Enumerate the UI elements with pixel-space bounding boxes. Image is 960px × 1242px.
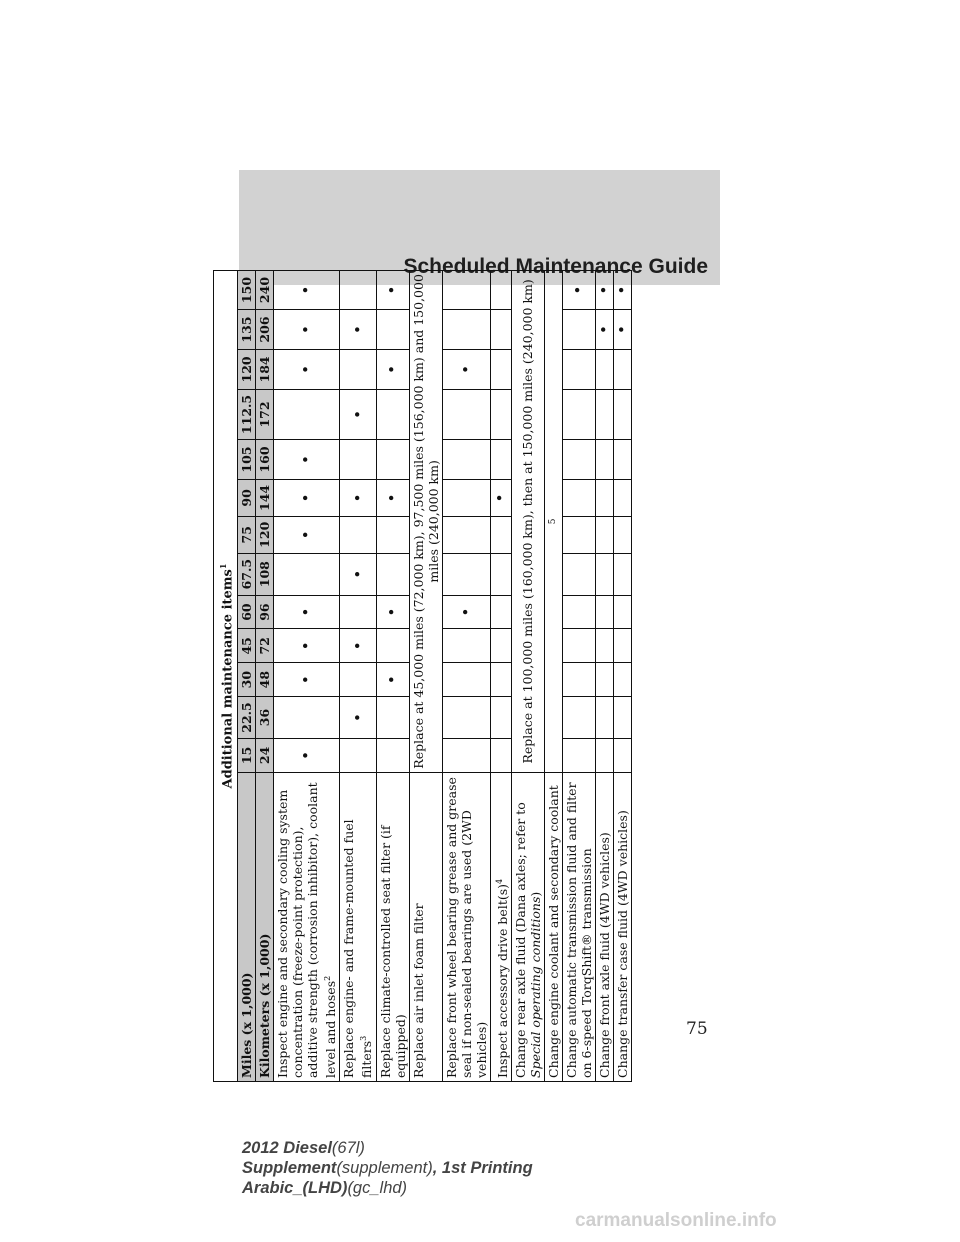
maintenance-row bbox=[613, 271, 631, 1082]
empty-cell bbox=[562, 553, 595, 595]
service-dot: • bbox=[376, 479, 409, 516]
maintenance-row bbox=[409, 271, 442, 1082]
service-dot: • bbox=[376, 663, 409, 697]
empty-cell bbox=[490, 595, 511, 629]
empty-cell bbox=[595, 663, 613, 697]
interval-note: Replace at 100,000 miles (160,000 km), then at 150,000 miles (240,000 km) bbox=[511, 271, 544, 773]
miles-col-header: 30 bbox=[238, 663, 256, 697]
empty-cell bbox=[442, 663, 490, 697]
empty-cell bbox=[613, 697, 631, 739]
empty-cell bbox=[595, 389, 613, 439]
maintenance-item-label: Inspect accessory drive $belt(s)^4$ bbox=[490, 772, 511, 1081]
empty-cell bbox=[613, 553, 631, 595]
km-col-header: 160 bbox=[256, 440, 274, 480]
km-col-header: 172 bbox=[256, 389, 274, 439]
empty-cell bbox=[562, 310, 595, 350]
km-col-header: 24 bbox=[256, 738, 274, 772]
miles-col-header: 90 bbox=[238, 479, 256, 516]
service-dot: • bbox=[274, 663, 340, 697]
footer-printing: , 1st Printing bbox=[432, 1159, 533, 1177]
km-col-header: 206 bbox=[256, 310, 274, 350]
empty-cell bbox=[490, 310, 511, 350]
empty-cell bbox=[595, 516, 613, 553]
maintenance-row bbox=[562, 271, 595, 1082]
miles-col-header: 120 bbox=[238, 349, 256, 389]
service-dot: • bbox=[613, 310, 631, 350]
footer-doc-code: (supplement) bbox=[336, 1159, 433, 1177]
empty-cell bbox=[562, 629, 595, 663]
miles-label: Miles (x 1,000) bbox=[238, 772, 256, 1081]
footer-market: Arabic_(LHD) bbox=[242, 1179, 348, 1197]
service-dot: • bbox=[376, 271, 409, 310]
print-footer bbox=[242, 1138, 533, 1198]
maintenance-item-label: Replace air inlet foam filter bbox=[409, 772, 442, 1081]
empty-cell bbox=[442, 516, 490, 553]
maintenance-item-label: Change automatic transmission fluid and filter on 6-speed TorqShift® transmission bbox=[562, 772, 595, 1081]
section-title: Scheduled Maintenance Guide bbox=[403, 255, 708, 278]
footer-market-code: (gc_lhd) bbox=[347, 1179, 408, 1197]
empty-cell bbox=[442, 738, 490, 772]
empty-cell bbox=[613, 595, 631, 629]
empty-cell bbox=[490, 440, 511, 480]
empty-cell bbox=[442, 440, 490, 480]
empty-cell bbox=[490, 516, 511, 553]
km-col-header: 120 bbox=[256, 516, 274, 553]
table-caption: Additional maintenance items$^1$ bbox=[214, 271, 238, 1082]
service-dot: • bbox=[274, 349, 340, 389]
empty-cell bbox=[595, 553, 613, 595]
service-dot: • bbox=[274, 440, 340, 480]
service-dot: • bbox=[376, 349, 409, 389]
empty-cell bbox=[490, 697, 511, 739]
km-col-header: 72 bbox=[256, 629, 274, 663]
empty-cell bbox=[490, 663, 511, 697]
miles-col-header: 75 bbox=[238, 516, 256, 553]
empty-cell bbox=[562, 516, 595, 553]
watermark: carmanualsonline.info bbox=[575, 1210, 777, 1231]
empty-cell bbox=[376, 389, 409, 439]
empty-cell bbox=[340, 738, 376, 772]
km-col-header: 184 bbox=[256, 349, 274, 389]
km-label: Kilometers (x 1,000) bbox=[256, 772, 274, 1081]
footer-model-code: (67l) bbox=[331, 1139, 365, 1157]
km-col-header: 240 bbox=[256, 271, 274, 310]
empty-cell bbox=[562, 697, 595, 739]
empty-cell bbox=[274, 553, 340, 595]
interval-note: Replace at 45,000 miles (72,000 km), 97,500 miles (156,000 km) and 150,000 miles (240,000 km) bbox=[409, 271, 442, 773]
service-dot: • bbox=[595, 271, 613, 310]
miles-col-header: 105 bbox=[238, 440, 256, 480]
empty-cell bbox=[442, 310, 490, 350]
maintenance-table bbox=[213, 270, 632, 1082]
service-dot: • bbox=[562, 271, 595, 310]
km-col-header: 36 bbox=[256, 697, 274, 739]
service-dot: • bbox=[613, 271, 631, 310]
maintenance-item-label: Replace front wheel bearing grease and grease seal if non-sealed bearings are used (2WD vehicles) bbox=[442, 772, 490, 1081]
empty-cell bbox=[442, 629, 490, 663]
empty-cell bbox=[613, 738, 631, 772]
section-header-box bbox=[239, 170, 720, 285]
miles-col-header: 135 bbox=[238, 310, 256, 350]
maintenance-row bbox=[274, 271, 340, 1082]
empty-cell bbox=[340, 595, 376, 629]
maintenance-item-label: Change rear axle fluid (Dana axles; refer to Special operating conditions) bbox=[511, 772, 544, 1081]
empty-cell bbox=[613, 479, 631, 516]
empty-cell bbox=[274, 389, 340, 439]
maintenance-row bbox=[511, 271, 544, 1082]
service-dot: • bbox=[274, 629, 340, 663]
service-dot: • bbox=[274, 738, 340, 772]
empty-cell bbox=[490, 629, 511, 663]
empty-cell bbox=[613, 349, 631, 389]
empty-cell bbox=[613, 629, 631, 663]
service-dot: • bbox=[274, 516, 340, 553]
service-dot: • bbox=[340, 553, 376, 595]
maintenance-item-label: Replace climate-controlled seat filter (if equipped) bbox=[376, 772, 409, 1081]
empty-cell bbox=[442, 389, 490, 439]
miles-col-header: 112.5 bbox=[238, 389, 256, 439]
maintenance-item-label: Inspect engine and secondary cooling system concentration (freeze-point protection), additive strength (corrosion inhibitor), coolant level and hoses$^2$ bbox=[274, 772, 340, 1081]
empty-cell bbox=[595, 697, 613, 739]
km-header-row bbox=[256, 271, 274, 1082]
empty-cell bbox=[376, 629, 409, 663]
miles-col-header: 150 bbox=[238, 271, 256, 310]
empty-cell bbox=[376, 553, 409, 595]
km-col-header: 96 bbox=[256, 595, 274, 629]
empty-cell bbox=[340, 663, 376, 697]
maintenance-row bbox=[376, 271, 409, 1082]
maintenance-row bbox=[595, 271, 613, 1082]
miles-col-header: 15 bbox=[238, 738, 256, 772]
service-dot: • bbox=[490, 479, 511, 516]
service-dot: • bbox=[274, 479, 340, 516]
empty-cell bbox=[562, 349, 595, 389]
empty-cell bbox=[490, 738, 511, 772]
empty-cell bbox=[595, 479, 613, 516]
empty-cell bbox=[562, 595, 595, 629]
service-dot: • bbox=[340, 389, 376, 439]
empty-cell bbox=[376, 310, 409, 350]
empty-cell bbox=[376, 697, 409, 739]
miles-col-header: 67.5 bbox=[238, 553, 256, 595]
footer-model: 2012 Diesel bbox=[242, 1139, 332, 1157]
empty-cell bbox=[490, 349, 511, 389]
maintenance-item-label: Replace engine- and frame-mounted fuel filters$^3$ bbox=[340, 772, 376, 1081]
service-dot: • bbox=[442, 349, 490, 389]
empty-cell bbox=[613, 516, 631, 553]
miles-header-row bbox=[238, 271, 256, 1082]
empty-cell bbox=[274, 697, 340, 739]
empty-cell bbox=[562, 389, 595, 439]
service-dot: • bbox=[340, 479, 376, 516]
empty-cell bbox=[376, 440, 409, 480]
empty-cell bbox=[595, 595, 613, 629]
maintenance-item-label: Change transfer case fluid (4WD vehicles) bbox=[613, 772, 631, 1081]
page-number: 75 bbox=[686, 1019, 708, 1039]
empty-cell bbox=[490, 553, 511, 595]
maintenance-item-label: Change engine coolant and secondary coolant bbox=[544, 772, 562, 1081]
empty-cell bbox=[613, 440, 631, 480]
empty-cell bbox=[562, 738, 595, 772]
empty-cell bbox=[442, 553, 490, 595]
empty-cell bbox=[340, 349, 376, 389]
interval-note: 5 bbox=[544, 271, 562, 773]
km-col-header: 108 bbox=[256, 553, 274, 595]
service-dot: • bbox=[340, 310, 376, 350]
empty-cell bbox=[595, 349, 613, 389]
maintenance-row bbox=[442, 271, 490, 1082]
empty-cell bbox=[442, 697, 490, 739]
miles-col-header: 60 bbox=[238, 595, 256, 629]
service-dot: • bbox=[595, 310, 613, 350]
miles-col-header: 22.5 bbox=[238, 697, 256, 739]
empty-cell bbox=[376, 738, 409, 772]
km-col-header: 144 bbox=[256, 479, 274, 516]
service-dot: • bbox=[274, 310, 340, 350]
empty-cell bbox=[442, 271, 490, 310]
empty-cell bbox=[613, 389, 631, 439]
empty-cell bbox=[376, 516, 409, 553]
empty-cell bbox=[562, 440, 595, 480]
empty-cell bbox=[595, 440, 613, 480]
service-dot: • bbox=[274, 595, 340, 629]
empty-cell bbox=[562, 479, 595, 516]
maintenance-item-label: Change front axle fluid (4WD vehicles) bbox=[595, 772, 613, 1081]
km-col-header: 48 bbox=[256, 663, 274, 697]
empty-cell bbox=[595, 738, 613, 772]
service-dot: • bbox=[340, 629, 376, 663]
empty-cell bbox=[613, 663, 631, 697]
empty-cell bbox=[595, 629, 613, 663]
empty-cell bbox=[490, 389, 511, 439]
service-dot: • bbox=[274, 271, 340, 310]
service-dot: • bbox=[442, 595, 490, 629]
maintenance-table-container bbox=[213, 270, 631, 1082]
empty-cell bbox=[340, 271, 376, 310]
empty-cell bbox=[442, 479, 490, 516]
service-dot: • bbox=[376, 595, 409, 629]
service-dot: • bbox=[340, 697, 376, 739]
empty-cell bbox=[490, 271, 511, 310]
maintenance-row bbox=[340, 271, 376, 1082]
maintenance-row bbox=[490, 271, 511, 1082]
empty-cell bbox=[340, 440, 376, 480]
empty-cell bbox=[340, 516, 376, 553]
maintenance-row bbox=[544, 271, 562, 1082]
footer-doc: Supplement bbox=[242, 1159, 337, 1177]
miles-col-header: 45 bbox=[238, 629, 256, 663]
empty-cell bbox=[562, 663, 595, 697]
